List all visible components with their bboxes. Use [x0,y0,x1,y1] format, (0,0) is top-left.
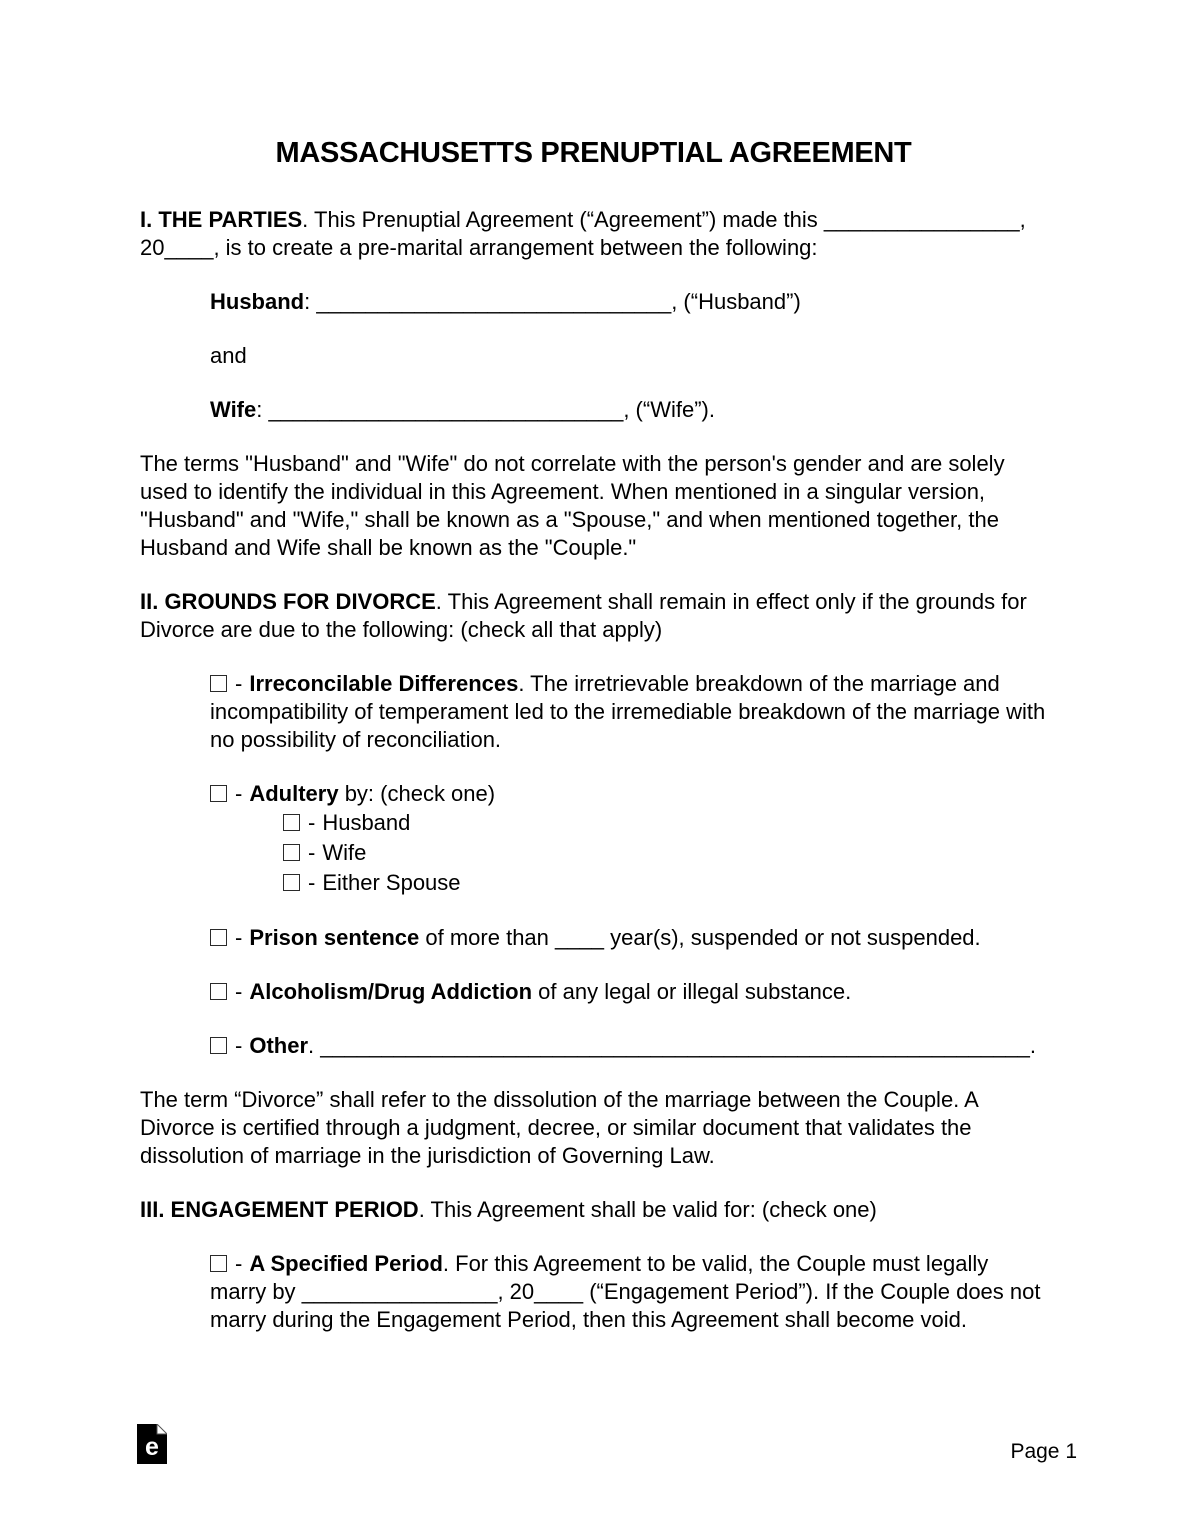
husband-name-blank-line[interactable]: _____________________________ [316,289,672,314]
wife-suffix: , (“Wife”). [623,397,715,422]
dash-separator: - [235,781,243,806]
grounds-intro-text: . This Agreement shall remain in effect only if the grounds for Divorce are due to the following: (check all that apply) [140,589,1027,642]
grounds-item-other [210,1032,1047,1060]
specified-period-text-pre: . For this Agreement to be valid, the Couple must legally marry by [210,1251,989,1304]
section-1-heading: I. THE PARTIES [140,207,303,232]
dash-separator: - [308,840,316,865]
divorce-definition-paragraph: The term “Divorce” shall refer to the dissolution of the marriage between the Couple. A Divorce is certified through a judgment, decree, or similar document that validates the dissolution of marriage in the jurisdiction of Governing Law. [140,1087,978,1168]
section-3-heading: III. ENGAGEMENT PERIOD [140,1197,419,1222]
specified-period-checkbox[interactable] [210,1255,227,1272]
alcoholism-drug-addiction-label: Alcoholism/Drug Addiction [249,979,533,1004]
grounds-item-adultery [210,780,1047,898]
adultery-either-spouse-checkbox[interactable] [283,874,300,891]
adultery-wife-label: Wife [322,840,367,865]
wife-line [210,396,1047,424]
wife-label: Wife [210,397,257,422]
alcoholism-drug-addiction-checkbox[interactable] [210,983,227,1000]
adultery-label: Adultery [249,781,339,806]
dash-separator: - [235,925,243,950]
marriage-date-blank-line[interactable]: ________________ [301,1279,498,1304]
prison-sentence-text-pre: of more than [419,925,556,950]
husband-suffix: , (“Husband”) [671,289,801,314]
page-footer [137,1424,1077,1464]
agreement-year-blank-line[interactable]: ____ [164,235,214,260]
grounds-item-prison-sentence [210,924,1047,952]
parties-intro-mid: , 20 [140,207,1026,260]
section-2-heading: II. GROUNDS FOR DIVORCE [140,589,436,614]
adultery-sub-husband [283,808,1047,838]
adultery-sub-either-spouse [283,868,1047,898]
dash-separator: - [235,671,243,696]
prison-sentence-text-post: year(s), suspended or not suspended. [603,925,981,950]
husband-colon: : [304,289,317,314]
agreement-date-blank-line[interactable]: ________________ [823,207,1020,232]
dash-separator: - [308,810,316,835]
other-grounds-text-post: . [1029,1033,1037,1058]
terms-definition-paragraph: The terms "Husband" and "Wife" do not correlate with the person's gender and are solely used to identify the individual in this Agreement. When mentioned in a singular version, "Husband" and "Wife," shall be known as a "Spouse," and when mentioned together, the Husband and Wife shall be known as the "Couple." [140,451,1005,560]
other-grounds-text-pre: . [308,1033,321,1058]
grounds-intro-paragraph [140,588,1047,644]
husband-line [210,288,1047,316]
dash-separator: - [308,870,316,895]
document-title: MASSACHUSETTS PRENUPTIAL AGREEMENT [275,137,912,169]
adultery-either-spouse-label: Either Spouse [322,870,461,895]
parties-intro-pre: . This Prenuptial Agreement (“Agreement”) made this [302,207,824,232]
adultery-line [210,780,1047,808]
eforms-logo [137,1424,167,1464]
marriage-year-blank-line[interactable]: ____ [534,1279,584,1304]
prison-sentence-checkbox[interactable] [210,929,227,946]
prison-sentence-label: Prison sentence [249,925,420,950]
adultery-text: by: (check one) [338,781,496,806]
alcoholism-drug-addiction-text: of any legal or illegal substance. [532,979,852,1004]
parties-intro-post: , is to create a pre-marital arrangement between the following: [213,235,818,260]
grounds-item-alcoholism-drug-addiction [210,978,1047,1006]
other-grounds-blank-line[interactable]: __________________________________________________________ [320,1033,1030,1058]
specified-period-text-post: (“Engagement Period”). If the Couple does not marry during the Engagement Period, then this Agreement shall become void. [210,1279,1041,1332]
specified-period-label: A Specified Period [249,1251,443,1276]
dash-separator: - [235,1033,243,1058]
engagement-intro-text: . This Agreement shall be valid for: (check one) [418,1197,877,1222]
wife-colon: : [256,397,269,422]
husband-label: Husband [210,289,305,314]
prison-years-blank-line[interactable]: ____ [555,925,604,950]
irreconcilable-differences-text: . The irretrievable breakdown of the marriage and incompatibility of temperament led to the irremediable breakdown of the marriage with no possibility of reconciliation. [210,671,1046,752]
other-grounds-label: Other [249,1033,309,1058]
dash-separator: - [235,979,243,1004]
adultery-checkbox[interactable] [210,785,227,802]
other-grounds-checkbox[interactable] [210,1037,227,1054]
page-number: Page 1 [1010,1440,1077,1463]
adultery-husband-checkbox[interactable] [283,814,300,831]
conjunction-text: and [210,343,247,368]
parties-intro-paragraph [140,206,1047,262]
conjunction-line [210,342,1047,370]
adultery-sub-wife [283,838,1047,868]
adultery-wife-checkbox[interactable] [283,844,300,861]
wife-name-blank-line[interactable]: _____________________________ [268,397,624,422]
eforms-logo-letter: e [145,1433,159,1461]
specified-period-text-mid: , 20 [497,1279,535,1304]
adultery-husband-label: Husband [322,810,411,835]
dash-separator: - [235,1251,243,1276]
irreconcilable-differences-checkbox[interactable] [210,675,227,692]
irreconcilable-differences-label: Irreconcilable Differences [249,671,519,696]
grounds-item-irreconcilable-differences [210,670,1047,754]
engagement-intro-paragraph [140,1196,1047,1224]
engagement-item-specified-period [210,1250,1047,1334]
